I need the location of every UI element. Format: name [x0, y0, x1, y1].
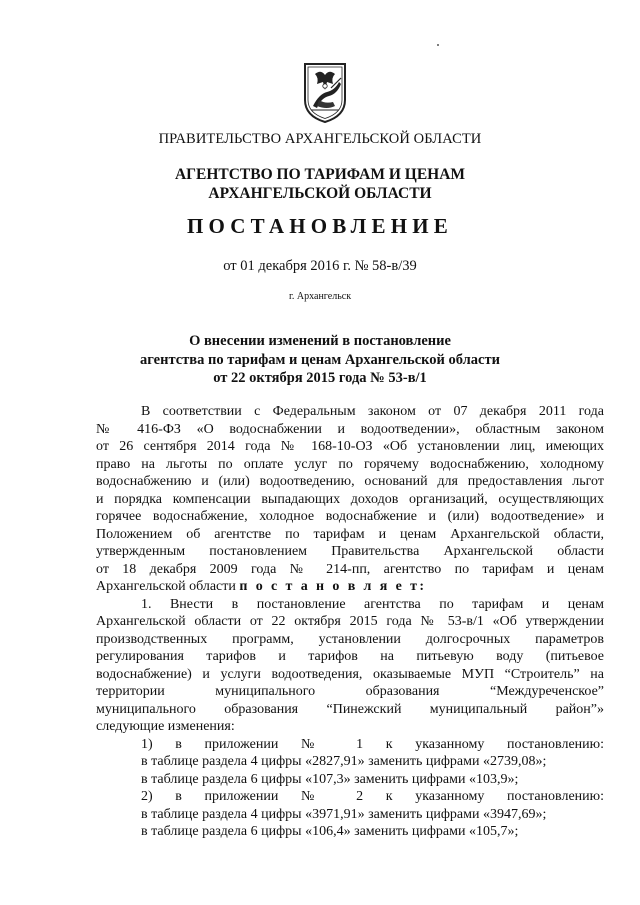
body-line: Архангельской области от 22 октября 2015 года № 53-в/1 «Об утверждении: [96, 614, 604, 629]
list-item: в таблице раздела 4 цифры «2827,91» заменить цифрами «2739,08»;: [141, 754, 547, 769]
body-line: от 26 сентября 2014 года № 168-10-ОЗ «Об установлении лиц, имеющих: [96, 439, 604, 454]
document-title-line2: агентства по тарифам и ценам Архангельской области: [140, 351, 500, 368]
agency-name: [0, 165, 640, 203]
document-type: ПОСТАНОВЛЕНИЕ: [186, 214, 454, 238]
body-line: и порядка компенсации выпадающих доходов организаций, осуществляющих: [96, 491, 604, 507]
body-line: № 416-ФЗ «О водоснабжении и водоотведении», областным законом: [96, 421, 604, 437]
body-line: муниципального образования “Пинежский муниципальный район”»: [96, 701, 604, 717]
document-date-number: от 01 декабря 2016 г. № 58-в/39: [223, 258, 417, 274]
body-line: регулирования тарифов и тарифов на питьевую воду (питьевое: [96, 649, 604, 664]
list-item: в таблице раздела 6 цифры «106,4» заменить цифрами «105,7»;: [141, 824, 519, 839]
body-line: от 18 декабря 2009 года № 214-пп, агентство по тарифам и ценам: [96, 561, 604, 577]
body-line: право на льготы по оплате услуг по горячему водоснабжению, холодному: [96, 456, 604, 472]
body-line-prefix: Архангельской области: [96, 579, 240, 594]
document-title-line3: от 22 октября 2015 года № 53-в/1: [213, 370, 427, 386]
body-line: горячее водоснабжение, холодное водоснабжение и (или) водоотведение» и: [96, 509, 604, 524]
list-item: 2) в приложении № 2 к указанному постановлению:: [141, 789, 604, 804]
list-item: 1) в приложении № 1 к указанному постановлению:: [141, 736, 604, 752]
body-line: 1. Внести в постановление агентства по тарифам и ценам: [141, 596, 604, 612]
body-line: производственных программ, установлении долгосрочных параметров: [96, 631, 604, 647]
document-city: г. Архангельск: [288, 291, 352, 302]
agency-name-line1: АГЕНТСТВО ПО ТАРИФАМ И ЦЕНАМ: [174, 166, 466, 183]
agency-name-line2: АРХАНГЕЛЬСКОЙ ОБЛАСТИ: [208, 185, 432, 202]
body-line: утвержденным постановлением Правительства Архангельской области: [96, 544, 604, 559]
body-line: водоснабжению и (или) водоотведению, оснований для предоставления льгот: [96, 474, 604, 489]
list-item: в таблице раздела 6 цифры «107,3» заменить цифрами «103,9»;: [141, 771, 519, 787]
document-title: [0, 332, 640, 388]
body-line: В соответствии с Федеральным законом от 07 декабря 2011 года: [141, 404, 604, 419]
body-line: следующие изменения:: [96, 719, 235, 734]
body-line: территории муниципального образования “Междуреченское”: [96, 684, 604, 699]
body-line-resolution: [96, 579, 426, 595]
list-item: в таблице раздела 4 цифры «3971,91» заменить цифрами «3947,69»;: [141, 806, 547, 822]
body-line: Положением об агентстве по тарифам и ценам Архангельской области,: [96, 526, 604, 542]
body-line: водоснабжение) и услуги водоотведения, оказываемые МУП “Строитель” на: [96, 666, 604, 682]
coat-of-arms-icon: [297, 60, 353, 124]
resolves-keyword: п о с т а н о в л я е т:: [239, 579, 427, 594]
scan-speck: [437, 44, 439, 46]
government-name: ПРАВИТЕЛЬСТВО АРХАНГЕЛЬСКОЙ ОБЛАСТИ: [158, 131, 482, 147]
document-title-line1: О внесении изменений в постановление: [189, 333, 451, 349]
